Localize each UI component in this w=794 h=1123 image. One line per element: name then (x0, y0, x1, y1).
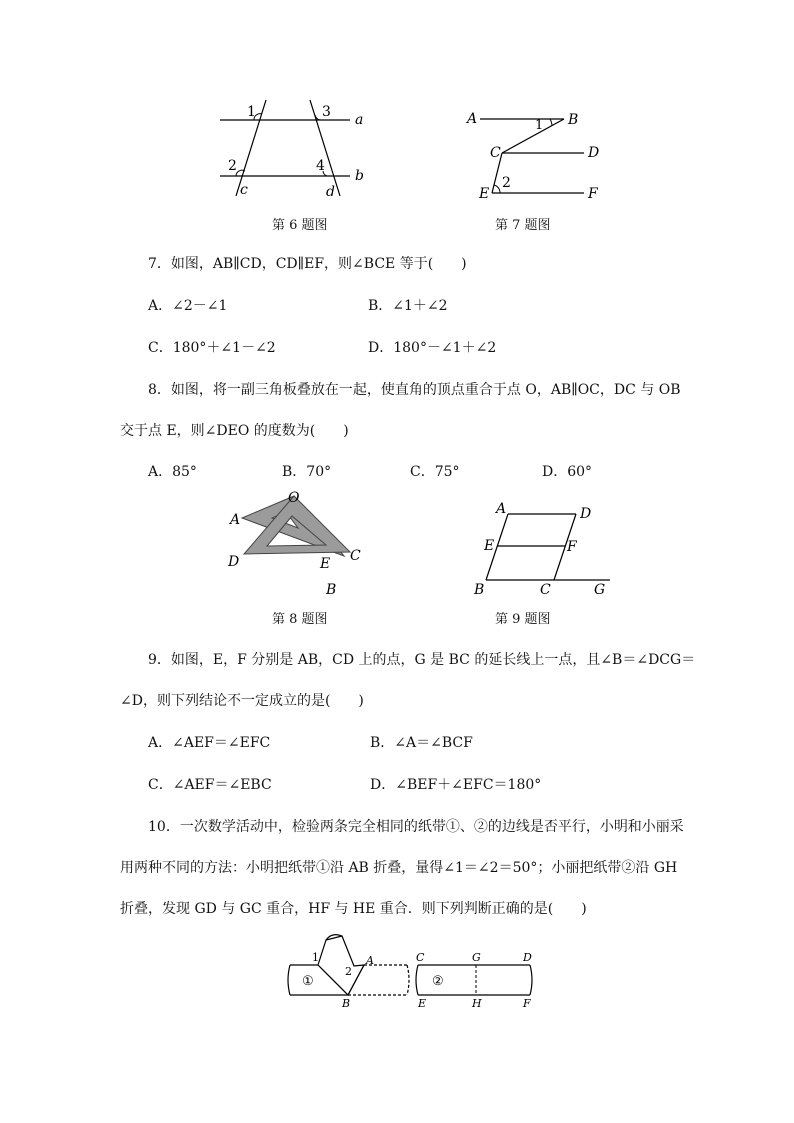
label-F: F (567, 539, 577, 555)
figure-8 (222, 488, 372, 600)
segment-bc (502, 119, 564, 153)
question-8-line2: 交于点 E，则∠DEO 的度数为( ) (120, 423, 349, 439)
q8-option-b[interactable]: B．70° (282, 464, 332, 480)
q8-option-c[interactable]: C．75° (410, 464, 460, 480)
label-C: C (490, 145, 501, 161)
figure-8-caption: 第 8 题图 (272, 612, 328, 627)
figure-9 (468, 496, 618, 600)
figure-6 (210, 92, 380, 204)
label-b: b (355, 168, 364, 184)
q9-option-c[interactable]: C．∠AEF＝∠EBC (148, 777, 272, 793)
label-A: A (496, 501, 507, 517)
label-1: 1 (247, 104, 256, 120)
label-strip-2: ② (432, 974, 444, 989)
label-2: 2 (502, 175, 511, 191)
label-F: F (523, 997, 531, 1010)
label-O: O (288, 490, 300, 506)
label-4: 4 (316, 158, 325, 174)
label-E: E (484, 538, 495, 554)
q9-option-b[interactable]: B．∠A＝∠BCF (370, 735, 473, 751)
label-D: D (588, 145, 600, 161)
label-B: B (474, 582, 485, 598)
question-7-text: 7．如图，AB∥CD，CD∥EF，则∠BCE 等于( ) (148, 256, 467, 272)
q7-option-a[interactable]: A．∠2－∠1 (148, 298, 228, 314)
label-2: 2 (345, 965, 352, 978)
label-E: E (479, 186, 490, 202)
label-A: A (230, 512, 241, 528)
label-A: A (467, 111, 478, 127)
question-10-line1: 10．一次数学活动中，检验两条完全相同的纸带①、②的边线是否平行，小明和小丽采 (148, 819, 684, 835)
label-E: E (418, 997, 427, 1010)
question-10-line2: 用两种不同的方法：小明把纸带①沿 AB 折叠，量得∠1＝∠2＝50°；小丽把纸带②沿 GH (120, 860, 678, 876)
label-c: c (240, 182, 248, 198)
angle-1-arc (550, 119, 552, 126)
question-9-line2: ∠D，则下列结论不一定成立的是( ) (120, 693, 364, 709)
label-E: E (320, 556, 331, 572)
q7-option-d[interactable]: D．180°－∠1＋∠2 (368, 340, 497, 356)
label-2: 2 (228, 158, 237, 174)
question-10-line3: 折叠，发现 GD 与 GC 重合，HF 与 HE 重合．则下列判断正确的是( ) (120, 901, 587, 917)
label-A: A (366, 954, 374, 967)
angle-2-arc (494, 185, 500, 193)
question-8-line1: 8．如图，将一副三角板叠放在一起，使直角的顶点重合于点 O，AB∥OC，DC 与 OB (148, 382, 681, 398)
label-B: B (568, 112, 579, 128)
label-1: 1 (535, 118, 544, 133)
figure-9-caption: 第 9 题图 (495, 612, 551, 627)
label-D: D (228, 554, 240, 570)
label-D: D (580, 506, 592, 522)
label-H: H (472, 997, 482, 1010)
label-C: C (416, 951, 425, 964)
label-C: C (350, 548, 361, 564)
figure-7-caption: 第 7 题图 (495, 218, 551, 233)
q8-option-d[interactable]: D．60° (542, 464, 593, 480)
label-B: B (326, 582, 337, 598)
figure-6-caption: 第 6 题图 (272, 218, 328, 233)
label-d: d (326, 184, 335, 200)
q9-option-d[interactable]: D．∠BEF＋∠EFC＝180° (370, 777, 542, 793)
label-3: 3 (322, 104, 331, 120)
label-B: B (342, 997, 351, 1010)
label-G: G (472, 951, 481, 964)
label-G: G (594, 582, 606, 598)
label-strip-1: ① (302, 974, 314, 989)
q8-option-a[interactable]: A．85° (148, 464, 197, 480)
q7-option-c[interactable]: C．180°＋∠1－∠2 (148, 340, 276, 356)
q9-option-a[interactable]: A．∠AEF＝∠EFC (148, 735, 271, 751)
figure-10 (282, 930, 542, 1010)
label-F: F (588, 186, 598, 202)
label-a: a (355, 112, 364, 128)
label-C: C (540, 582, 551, 598)
question-9-line1: 9．如图，E，F 分别是 AB，CD 上的点，G 是 BC 的延长线上一点，且∠B＝∠DCG＝ (148, 652, 696, 668)
figure-7 (462, 105, 612, 205)
q7-option-b[interactable]: B．∠1＋∠2 (368, 298, 448, 314)
label-1: 1 (312, 951, 319, 964)
label-D: D (523, 951, 532, 964)
